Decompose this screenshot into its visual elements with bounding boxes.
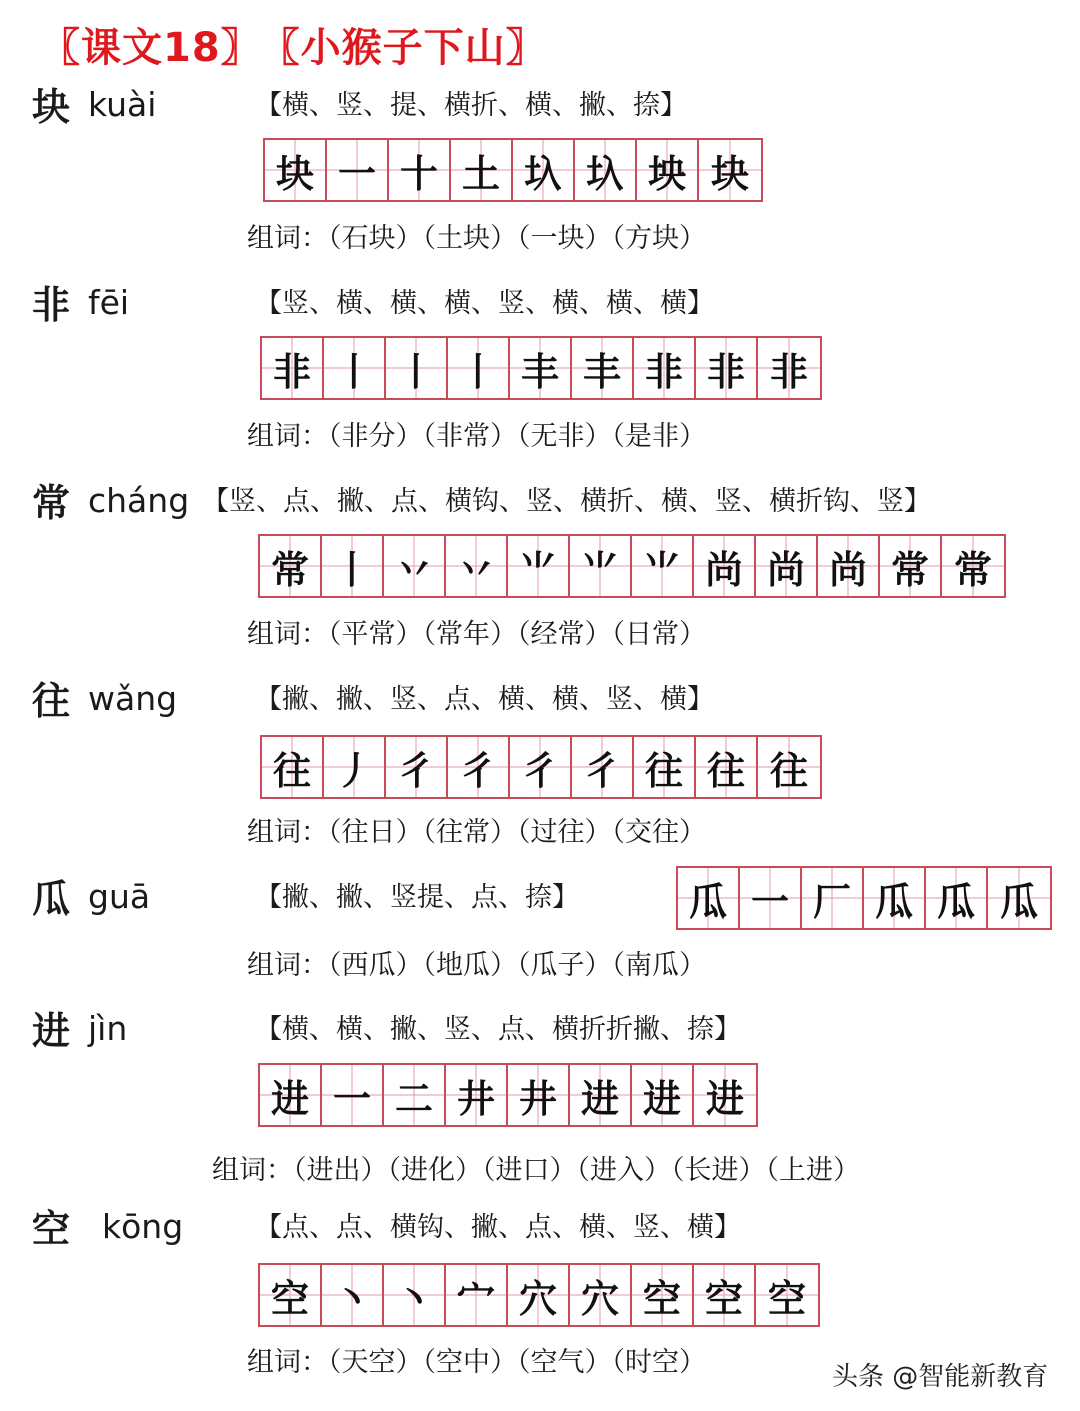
stroke-order-text: 【撇、撇、竖提、点、捺】: [255, 882, 579, 913]
word-list: 组词：（天空）（空中）（空气）（时空）: [247, 1347, 706, 1378]
stroke-step: 彳: [572, 737, 634, 797]
stroke-step: 往: [262, 737, 324, 797]
entry-char: 块: [32, 84, 71, 129]
stroke-grid: [258, 1063, 758, 1127]
stroke-step: 往: [758, 737, 820, 797]
entry-pinyin: wǎng: [88, 679, 178, 718]
stroke-step: 瓜: [926, 868, 988, 928]
entry-pinyin: jìn: [88, 1009, 128, 1048]
entry-pinyin: guā: [88, 877, 151, 916]
stroke-order-text: 【竖、点、撇、点、横钩、竖、横折、横、竖、横折钩、竖】: [202, 486, 931, 517]
stroke-grid: [260, 336, 822, 400]
stroke-grid: [260, 735, 822, 799]
stroke-step: 圦: [575, 140, 637, 200]
stroke-order-text: 【横、横、撇、竖、点、横折折撇、捺】: [255, 1014, 741, 1045]
stroke-step: 穴: [570, 1265, 632, 1325]
stroke-step: 非: [634, 338, 696, 398]
stroke-step: 彳: [386, 737, 448, 797]
stroke-step: 空: [694, 1265, 756, 1325]
stroke-order-text: 【点、点、横钩、撇、点、横、竖、横】: [255, 1212, 741, 1243]
entry-pinyin: kōng: [102, 1207, 184, 1246]
entry-char: 进: [32, 1008, 71, 1053]
stroke-step: 丷: [384, 536, 446, 596]
stroke-grid: [263, 138, 763, 202]
stroke-grid: [258, 1263, 820, 1327]
stroke-step: 丿: [324, 737, 386, 797]
word-list: 组词：（进出）（进化）（进口）（进入）（长进）（上进）: [212, 1155, 860, 1186]
stroke-order-text: 【竖、横、横、横、竖、横、横、横】: [255, 288, 714, 319]
stroke-step: 块: [699, 140, 761, 200]
stroke-step: 丨: [386, 338, 448, 398]
stroke-step: 非: [262, 338, 324, 398]
word-list: 组词：（石块）（土块）（一块）（方块）: [247, 223, 706, 254]
entry-pinyin: cháng: [88, 481, 190, 520]
stroke-step: 丶: [322, 1265, 384, 1325]
stroke-order-text: 【撇、撇、竖、点、横、横、竖、横】: [255, 684, 714, 715]
word-list: 组词：（非分）（非常）（无非）（是非）: [247, 421, 706, 452]
stroke-step: 瓜: [678, 868, 740, 928]
stroke-step: 进: [570, 1065, 632, 1125]
stroke-step: 常: [260, 536, 322, 596]
stroke-step: 一: [327, 140, 389, 200]
entry-char: 空: [32, 1206, 71, 1251]
stroke-step: 非: [758, 338, 820, 398]
stroke-step: 一: [740, 868, 802, 928]
stroke-step: 空: [632, 1265, 694, 1325]
stroke-step: 尚: [694, 536, 756, 596]
stroke-step: 常: [942, 536, 1004, 596]
stroke-step: 彳: [510, 737, 572, 797]
stroke-step: ⺌: [632, 536, 694, 596]
stroke-step: 坱: [637, 140, 699, 200]
entry-pinyin: fēi: [88, 283, 130, 322]
stroke-step: 丰: [510, 338, 572, 398]
stroke-step: 瓜: [864, 868, 926, 928]
stroke-step: ⺌: [570, 536, 632, 596]
entry-char: 常: [32, 480, 71, 525]
stroke-step: 进: [694, 1065, 756, 1125]
stroke-step: 二: [384, 1065, 446, 1125]
stroke-step: 往: [696, 737, 758, 797]
word-list: 组词：（西瓜）（地瓜）（瓜子）（南瓜）: [247, 950, 706, 981]
stroke-step: 彳: [448, 737, 510, 797]
stroke-step: 圦: [513, 140, 575, 200]
stroke-step: 丨: [322, 536, 384, 596]
watermark: 头条 @智能新教育: [832, 1362, 1049, 1392]
stroke-step: 丷: [446, 536, 508, 596]
stroke-step: 非: [696, 338, 758, 398]
stroke-step: 瓜: [988, 868, 1050, 928]
stroke-step: 丰: [572, 338, 634, 398]
entry-char: 瓜: [32, 876, 71, 921]
stroke-step: 丨: [324, 338, 386, 398]
stroke-step: 进: [632, 1065, 694, 1125]
stroke-step: 厂: [802, 868, 864, 928]
stroke-step: 十: [389, 140, 451, 200]
word-list: 组词：（往日）（往常）（过往）（交往）: [247, 817, 706, 848]
word-list: 组词：（平常）（常年）（经常）（日常）: [247, 619, 706, 650]
stroke-grid: [258, 534, 1006, 598]
lesson-title: [40, 16, 565, 73]
stroke-step: 空: [260, 1265, 322, 1325]
lesson-number: 〖课文18〗: [40, 25, 262, 71]
stroke-step: 宀: [446, 1265, 508, 1325]
stroke-step: 井: [446, 1065, 508, 1125]
stroke-step: 丶: [384, 1265, 446, 1325]
entry-char: 非: [32, 282, 71, 327]
stroke-step: 土: [451, 140, 513, 200]
stroke-step: 一: [322, 1065, 384, 1125]
stroke-step: 进: [260, 1065, 322, 1125]
stroke-step: 尚: [756, 536, 818, 596]
stroke-step: 井: [508, 1065, 570, 1125]
stroke-step: 往: [634, 737, 696, 797]
stroke-grid: [676, 866, 1052, 930]
stroke-step: 穴: [508, 1265, 570, 1325]
lesson-name: 〖小猴子下山〗: [279, 25, 547, 71]
stroke-step: 常: [880, 536, 942, 596]
entry-char: 往: [32, 678, 71, 723]
stroke-step: 块: [265, 140, 327, 200]
stroke-order-text: 【横、竖、提、横折、横、撇、捺】: [255, 90, 687, 121]
entry-pinyin: kuài: [88, 85, 157, 124]
stroke-step: 尚: [818, 536, 880, 596]
stroke-step: ⺌: [508, 536, 570, 596]
stroke-step: 丨: [448, 338, 510, 398]
stroke-step: 空: [756, 1265, 818, 1325]
